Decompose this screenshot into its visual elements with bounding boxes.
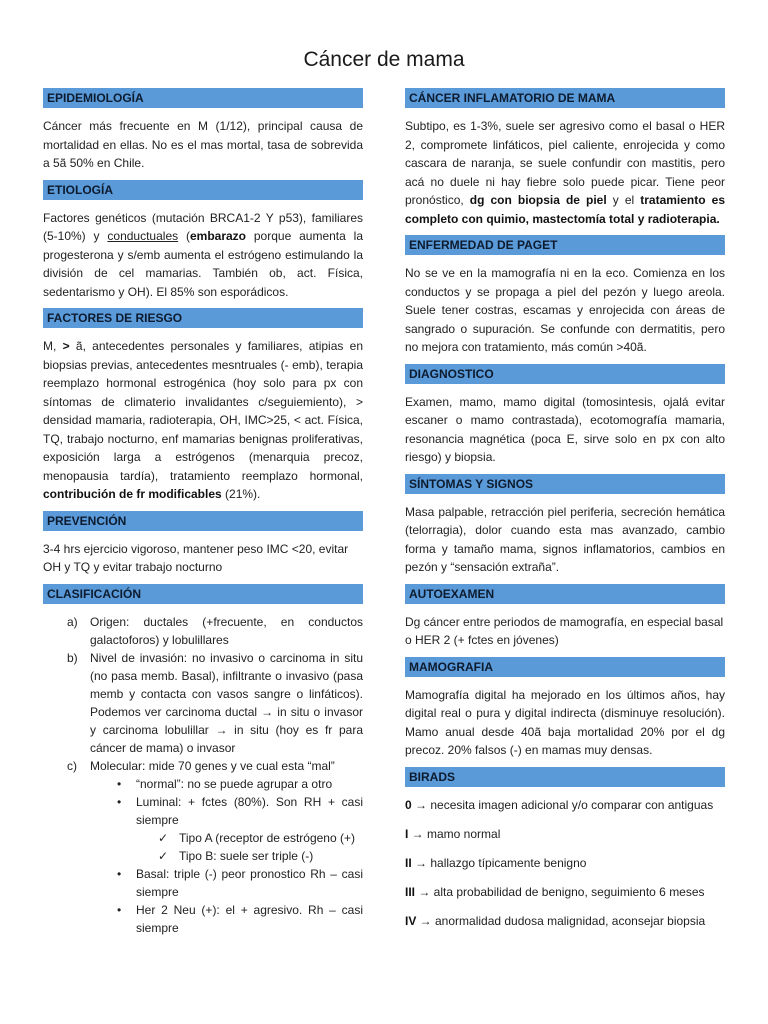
diagnostico-text: Examen, mamo, mamo digital (tomosintesis, ojalá evitar escaner o mamo contrastada), ecotomografía mamaria, resonancia magnética (poca E, sirve solo en px con alto riesgo) y biopsia. xyxy=(405,394,725,464)
epidemiologia-text: Cáncer más frecuente en M (1/12), principal causa de mortalidad en ellas. No es el mas mortal, tasa de sobrevida a 5ã 50% en Chile. xyxy=(43,119,363,170)
birads-item xyxy=(405,854,725,872)
list-item xyxy=(43,649,363,757)
section-header-etiologia: ETIOLOGÍA xyxy=(43,180,363,200)
luminal-sublist xyxy=(136,829,363,865)
list-item-text: Basal: triple (-) peor pronostico Rh – casi siempre xyxy=(136,866,363,899)
etiologia-text xyxy=(43,209,363,302)
birads-item xyxy=(405,883,725,901)
birads-level: III xyxy=(405,884,416,899)
list-item-text: Tipo A (receptor de estrógeno (+) xyxy=(179,830,355,845)
list-item xyxy=(90,775,363,793)
list-marker: b) xyxy=(67,650,78,665)
section-header-prevencion: PREVENCIÓN xyxy=(43,511,363,531)
etiologia-bold: embarazo xyxy=(189,229,247,243)
list-item xyxy=(136,847,363,865)
list-item-text: Molecular: mide 70 genes y ve cual esta “mal” xyxy=(90,758,335,773)
section-header-clasificacion: CLASIFICACIÓN xyxy=(43,584,363,604)
birads-description: → necesita imagen adicional y/o comparar con antiguas xyxy=(411,797,714,812)
birads-description: → anormalidad dudosa malignidad, aconsejar biopsia xyxy=(416,913,706,928)
checkmark-icon: ✓ xyxy=(158,830,169,845)
etiologia-text-part: porque aumenta la progesterona y s/emb aumenta el estrógeno estimulando la división de cel mamarias. También ob, act. Física, sedentarismo y OH). El 85% son esporádicos. xyxy=(43,229,363,299)
section-header-birads: BIRADS xyxy=(405,767,725,787)
inflamatorio-text-part: y el xyxy=(606,193,641,207)
section-header-paget: ENFERMEDAD DE PAGET xyxy=(405,235,725,255)
list-item xyxy=(43,613,363,649)
birads-level: II xyxy=(405,855,412,870)
riesgo-text-part: M, xyxy=(43,339,63,353)
sintomas-text: Masa palpable, retracción piel periferia, secreción hemática (telorragia), dolor cuando esta mas avanzado, cambio forma y tamaño mama, signos inflamatorios, cambios en pezón y “sensación extraña”. xyxy=(405,504,725,574)
list-item xyxy=(90,865,363,901)
birads-description: → hallazgo típicamente benigno xyxy=(411,855,587,870)
section-header-epidemiologia: EPIDEMIOLOGÍA xyxy=(43,88,363,108)
autoexamen-text: Dg cáncer entre periodos de mamografía, en especial basal o HER 2 (+ fctes en jóvenes) xyxy=(405,614,724,647)
bullet-icon: • xyxy=(117,902,122,917)
section-header-factores-riesgo: FACTORES DE RIESGO xyxy=(43,308,363,328)
list-item xyxy=(43,757,363,937)
riesgo-text-part: (21%). xyxy=(221,487,261,501)
etiologia-underlined: conductuales xyxy=(107,229,179,243)
list-marker: c) xyxy=(67,758,77,773)
inflamatorio-bold: dg con biopsia de piel xyxy=(469,193,607,207)
birads-list xyxy=(405,796,725,930)
riesgo-text-part: ã, antecedentes personales y familiares, atipias en biopsias previas, antecedentes mesntruales (- emb), terapia reemplazo hormonal estrogénica (hoy solo para px con síntomas de climaterio invalidantes c/seguiemiento), > densidad mamaria, radioterapia, OH, IMC>25, < act. Física, TQ, trabajo nocturno, enf mamarias benignas proliferativas, exposición larga a estrógenos (menarquia precoz, menopausia tardía), tratamiento reemplazo hormonal, xyxy=(43,339,363,483)
list-item xyxy=(136,829,363,847)
list-item-text: Origen: ductales (+frecuente, en conductos galactoforos) y lobulillares xyxy=(90,614,363,647)
cancer-inflamatorio-text xyxy=(405,117,725,228)
right-column xyxy=(405,88,725,941)
page-title: Cáncer de mama xyxy=(303,48,465,71)
section-header-autoexamen: AUTOEXAMEN xyxy=(405,584,725,604)
birads-item xyxy=(405,825,725,843)
molecular-sublist xyxy=(90,775,363,937)
list-item-text: Luminal: + fctes (80%). Son RH + casi siempre xyxy=(136,794,363,827)
birads-level: 0 xyxy=(405,797,412,812)
birads-level: IV xyxy=(405,913,417,928)
etiologia-text-part: ( xyxy=(178,229,190,243)
birads-description: → mamo normal xyxy=(408,826,501,841)
checkmark-icon: ✓ xyxy=(158,848,169,863)
paget-text: No se ve en la mamografía ni en la eco. Comienza en los conductos y se propaga a piel del pezón y luego areola. Suele tener costras, escamas y enrojecida con áreas de sangrado o supuración. Se confunde con dermatitis, pero no mejora con tratamiento, más común >40ã. xyxy=(405,266,725,354)
list-item-text: Tipo B: suele ser triple (-) xyxy=(179,848,314,863)
inflamatorio-bold: tratamiento es completo con quimio, mastectomía total y radioterapia. xyxy=(405,193,725,226)
list-item-text: “normal”: no se puede agrupar a otro xyxy=(136,776,333,791)
section-header-cancer-inflamatorio: CÁNCER INFLAMATORIO DE MAMA xyxy=(405,88,725,108)
list-item-text: Nivel de invasión: no invasivo o carcinoma in situ (no pasa memb. Basal), infiltrante o invasivo (pasa memb y contacta con vasos sangre o linfáticos). Podemos ver carcinoma ductal → in situ o invasor y carcinoma lobulillar → in situ (hoy es fr para cáncer de mama) o invasor xyxy=(90,650,363,755)
prevencion-text: 3-4 hrs ejercicio vigoroso, mantener peso IMC <20, evitar OH y TQ y evitar trabajo nocturno xyxy=(43,541,349,574)
left-column xyxy=(43,88,363,937)
bullet-icon: • xyxy=(117,794,122,809)
inflamatorio-text-part: Subtipo, es 1-3%, suele ser agresivo como el basal o HER 2, compromete linfáticos, piel caliente, enrojecida y como cascara de naranja, se suele confundir con mastitis, pero acá no duele ni hay fiebre solo puede picar. Tiene peor pronóstico, xyxy=(405,119,725,207)
riesgo-bold-symbol: > xyxy=(62,339,70,353)
list-marker: a) xyxy=(67,614,78,629)
factores-riesgo-text xyxy=(43,337,363,504)
bullet-icon: • xyxy=(117,866,122,881)
section-header-mamografia: MAMOGRAFIA xyxy=(405,657,725,677)
list-item xyxy=(90,901,363,937)
list-item-text: Her 2 Neu (+): el + agresivo. Rh – casi siempre xyxy=(136,902,363,935)
birads-item xyxy=(405,796,725,814)
birads-description: → alta probabilidad de benigno, seguimiento 6 meses xyxy=(415,884,705,899)
list-item xyxy=(90,793,363,865)
mamografia-text: Mamografía digital ha mejorado en los últimos años, hay digital real o pura y digital indirecta (disminuye resolución). Mamo anual desde 40ã baja mortalidad 20% por el dg precoz. 20% falsos (-) en mamas muy densas. xyxy=(405,687,725,757)
bullet-icon: • xyxy=(117,776,122,791)
etiologia-text-part: Factores genéticos (mutación BRCA1-2 Y p53), familiares (5-10%) y xyxy=(43,210,363,243)
birads-item xyxy=(405,912,725,930)
section-header-sintomas: SÍNTOMAS Y SIGNOS xyxy=(405,474,725,494)
section-header-diagnostico: DIAGNOSTICO xyxy=(405,364,725,384)
birads-level: I xyxy=(405,826,409,841)
clasificacion-list xyxy=(43,613,363,937)
riesgo-bold: contribución de fr modificables xyxy=(43,487,222,501)
